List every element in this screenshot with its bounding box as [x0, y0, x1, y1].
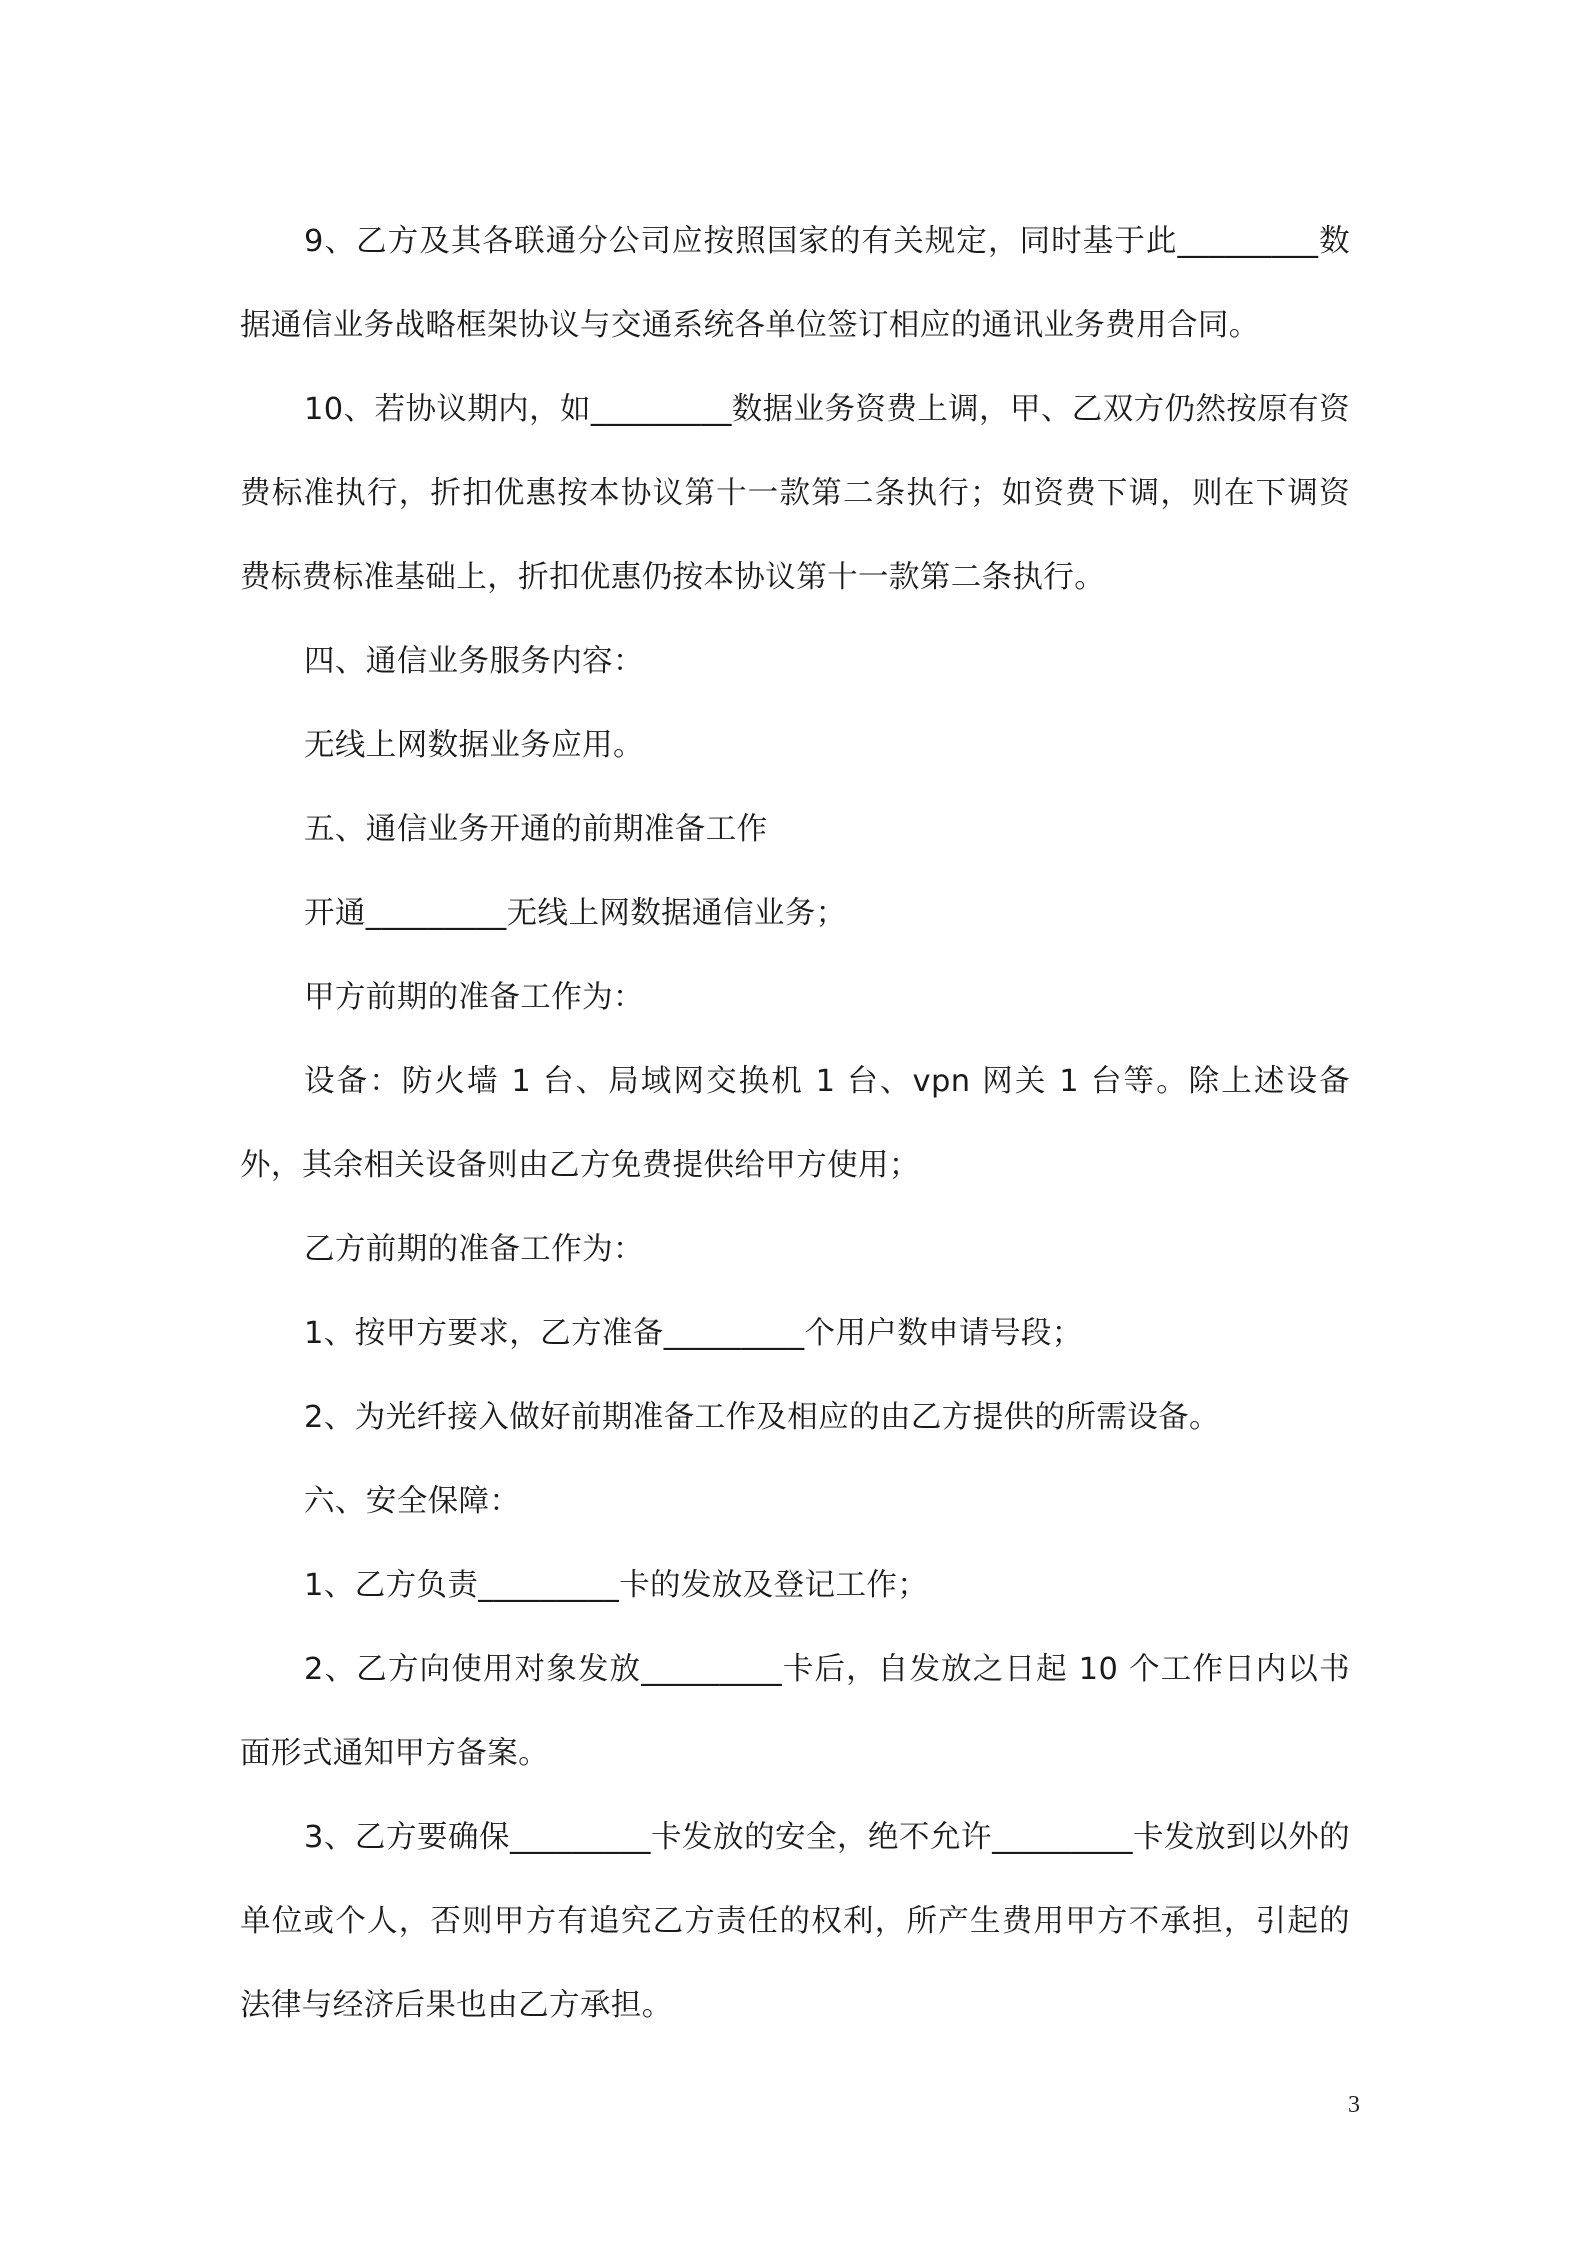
paragraph-activation: 开通_________无线上网数据通信业务； — [304, 896, 847, 931]
section-heading-security: 六、安全保障： — [304, 1484, 521, 1519]
paragraph-clause-9: 9、乙方及其各联通分公司应按照国家的有关规定，同时基于此_________数据通信业务战略框架协议与交通系统各单位签订相应的通讯业务费用合同。 — [240, 224, 1350, 343]
paragraph-security-item-3: 3、乙方要确保_________卡发放的安全，绝不允许_________卡发放到以外的单位或个人，否则甲方有追究乙方责任的权利，所产生费用甲方不承担，引起的法律与经济后果也由乙方承担。 — [240, 1820, 1350, 2023]
paragraph-party-b-preparation-heading: 乙方前期的准备工作为： — [304, 1232, 644, 1267]
paragraph-party-a-preparation-heading: 甲方前期的准备工作为： — [304, 980, 644, 1015]
document-body — [240, 200, 1350, 2048]
paragraph-party-b-item-2: 2、为光纤接入做好前期准备工作及相应的由乙方提供的所需设备。 — [304, 1400, 1220, 1435]
paragraph-equipment: 设备：防火墙 1 台、局域网交换机 1 台、vpn 网关 1 台等。除上述设备外，其余相关设备则由乙方免费提供给甲方使用； — [240, 1064, 1350, 1183]
paragraph-party-b-item-1: 1、按甲方要求，乙方准备_________个用户数申请号段； — [304, 1316, 1083, 1351]
section-heading-service-content: 四、通信业务服务内容： — [304, 644, 644, 679]
page-number: 3 — [1348, 2092, 1360, 2118]
section-heading-preparation: 五、通信业务开通的前期准备工作 — [304, 812, 768, 847]
paragraph-clause-10: 10、若协议期内，如_________数据业务资费上调，甲、乙双方仍然按原有资费标准执行，折扣优惠按本协议第十一款第二条执行；如资费下调，则在下调资费标费标准基础上，折扣优惠仍按本协议第十一款第二条执行。 — [240, 392, 1350, 595]
paragraph-security-item-1: 1、乙方负责_________卡的发放及登记工作； — [304, 1568, 929, 1603]
paragraph-service-content: 无线上网数据业务应用。 — [304, 728, 644, 763]
paragraph-security-item-2: 2、乙方向使用对象发放_________卡后，自发放之日起 10 个工作日内以书面形式通知甲方备案。 — [240, 1652, 1350, 1771]
